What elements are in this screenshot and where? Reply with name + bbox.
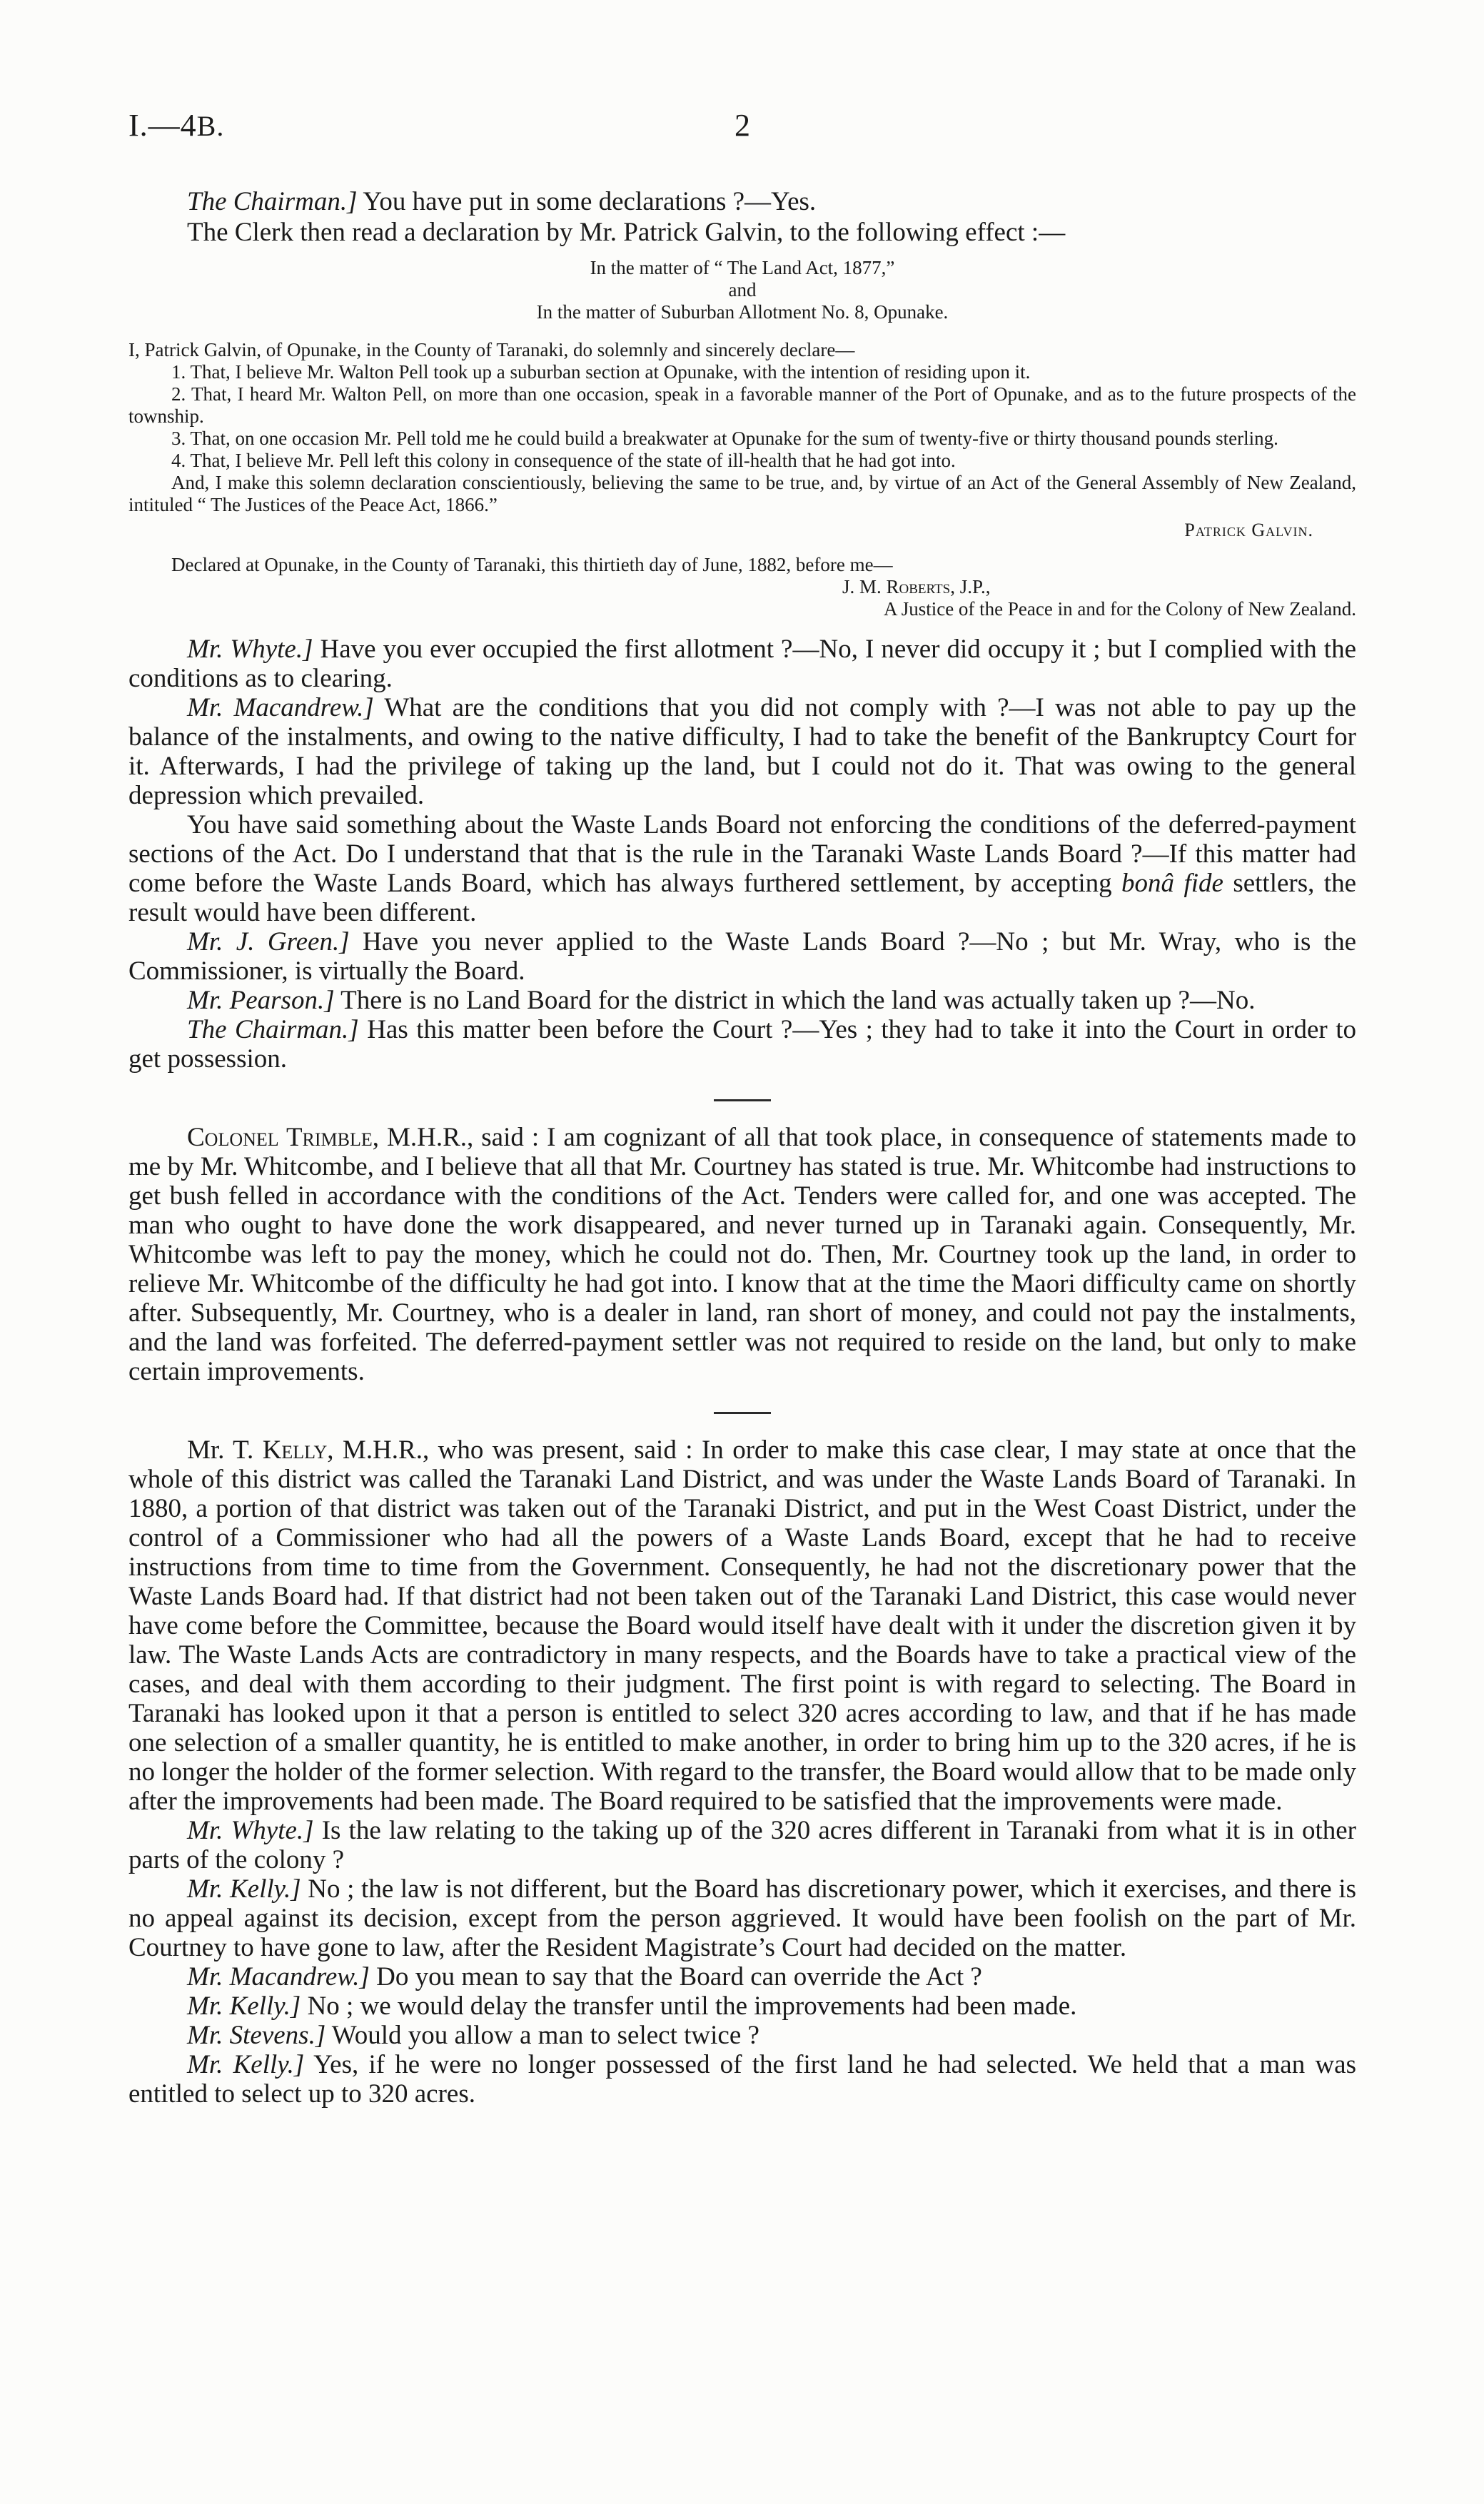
chairman-question: The Chairman.] You have put in some declarations ?—Yes.: [187, 187, 817, 216]
declaration-block: [128, 257, 1356, 620]
matter-heading: In the matter of “ The Land Act, 1877,” and In the matter of Suburban Allotment No. 8, Opunake.: [536, 257, 949, 323]
testimony-paragraph: Mr. Whyte.] Is the law relating to the taking up of the 320 acres different in Taranaki from what it is in other parts of the colony ?: [128, 1816, 1356, 1874]
testimony-paragraph: Mr. J. Green.] Have you never applied to the Waste Lands Board ?—No ; but Mr. Wray, who is the Commissioner, is virtually the Board.: [128, 927, 1356, 986]
speaker-label: Mr. Kelly.]: [187, 1991, 301, 2021]
testimony-paragraph: You have said something about the Waste Lands Board not enforcing the conditions of the deferred-payment sections of the Act. Do I understand that that is the rule in the Taranaki Waste Lands Board ?—If this matter had come before the Waste Lands Board, which has always furthered settlement, by accepting bonâ fide settlers, the result would have been different.: [128, 810, 1356, 927]
speaker-label: The Chairman.]: [187, 187, 358, 216]
speaker-label: Mr. Whyte.]: [187, 1816, 314, 1845]
speaker-label: Mr. J. Green.]: [187, 927, 350, 956]
clerk-intro: The Clerk then read a declaration by Mr. Patrick Galvin, to the following effect :—: [187, 218, 1066, 247]
speaker-label: The Chairman.]: [187, 1015, 359, 1044]
section-divider: [714, 1412, 771, 1414]
testimony-paragraph: Mr. Kelly.] No ; the law is not different, but the Board has discretionary power, which it exercises, and there is no appeal against its decision, except from the person aggrieved. It would have been foolish on the part of Mr. Courtney to have gone to law, after the Resident Magistrate’s Court had decided on the matter.: [128, 1874, 1356, 1962]
page-body: [128, 187, 1356, 2109]
testimony-paragraph: Mr. Macandrew.] What are the conditions that you did not comply with ?—I was not able to pay up the balance of the instalments, and owing to the native difficulty, I had to take the benefit of the Bankruptcy Court for it. Afterwards, I had the privilege of taking up the land, but I could not do it. That was owing to the general depression which prevailed.: [128, 693, 1356, 810]
declaration-intro: I, Patrick Galvin, of Opunake, in the County of Taranaki, do solemnly and sincerely declare—: [128, 339, 855, 360]
testimony-paragraph: Mr. Whyte.] Have you ever occupied the first allotment ?—No, I never did occupy it ; but I complied with the conditions as to clearing.: [128, 635, 1356, 693]
testimony-paragraph: Mr. Kelly.] Yes, if he were no longer possessed of the first land he had selected. We held that a man was entitled to select up to 320 acres.: [128, 2050, 1356, 2109]
declaration-item: 2. That, I heard Mr. Walton Pell, on more than one occasion, speak in a favorable manner of the Port of Opunake, and as to the future prospects of the township.: [128, 383, 1356, 427]
testimony-exchange-1: [128, 635, 1356, 1074]
testimony-paragraph: Mr. Pearson.] There is no Land Board for the district in which the land was actually taken up ?—No.: [187, 986, 1256, 1015]
speaker-label: Mr. Stevens.]: [187, 2021, 326, 2050]
testimony-paragraph: Mr. Stevens.] Would you allow a man to select twice ?: [187, 2021, 759, 2050]
testimony-paragraph: Mr. Macandrew.] Do you mean to say that the Board can override the Act ?: [187, 1962, 982, 1991]
speaker-label: Mr. Macandrew.]: [187, 693, 374, 722]
speaker-label: Mr. Kelly.]: [187, 1874, 301, 1904]
kelly-statement: Mr. T. Kelly, M.H.R., who was present, said : In order to make this case clear, I may state at once that the whole of this district was called the Taranaki Land District, and was under the Waste Lands Board of Taranaki. In 1880, a portion of that district was taken out of the Taranaki District, and put in the West Coast District, under the control of a Commissioner who had all the powers of a Waste Lands Board, except that he had to receive instructions from time to time from the Government. Consequently, he had not the discretionary power that the Waste Lands Board had. If that district had not been taken out of the Taranaki Land District, this case would never have come before the Committee, because the Board would itself have dealt with it under the discretion given it by law. The Waste Lands Acts are contradictory in many respects, and the Boards have to take a practical view of the cases, and deal with them according to their judgment. The first point is with regard to selecting. The Board in Taranaki has looked upon it that a person is entitled to select 320 acres according to law, and that if he has made one selection of a smaller quantity, he is entitled to make another, in order to bring him up to the 320 acres, if he is no longer the holder of the former selection. With regard to the transfer, the Board would allow that to be made only after the improvements had been made. The Board required to be satisfied that the improvements were made.: [128, 1435, 1356, 1816]
declaration-item: 3. That, on one occasion Mr. Pell told me he could build a breakwater at Opunake for the sum of twenty-five or thirty thousand pounds sterling.: [171, 428, 1278, 449]
justice-title: A Justice of the Peace in and for the Colony of New Zealand.: [883, 598, 1356, 620]
justice-name: J. M. Roberts, J.P.,: [842, 576, 991, 597]
page-number: 2: [735, 108, 750, 143]
declaration-item: 4. That, I believe Mr. Pell left this colony in consequence of the state of ill-health that he had got into.: [171, 450, 956, 471]
speaker-label: Mr. Whyte.]: [187, 635, 313, 664]
speaker-name: Kelly: [262, 1435, 328, 1465]
declaration-item: 1. That, I believe Mr. Walton Pell took up a suburban section at Opunake, with the intention of residing upon it.: [171, 361, 1031, 383]
declaration-closing: And, I make this solemn declaration conscientiously, believing the same to be true, and, by virtue of an Act of the General Assembly of New Zealand, intituled “ The Justices of the Peace Act, 1866.”: [128, 472, 1356, 515]
declared-at-line: Declared at Opunake, in the County of Taranaki, this thirtieth day of June, 1882, before me—: [171, 554, 893, 575]
speaker-label: Mr. Kelly.]: [187, 2050, 305, 2079]
declarant-signature: Patrick Galvin.: [1184, 520, 1313, 540]
section-divider: [714, 1099, 771, 1101]
trimble-statement: Colonel Trimble, M.H.R., said : I am cognizant of all that took place, in consequence of statements made to me by Mr. Whitcombe, and I believe that all that Mr. Courtney has stated is true. Mr. Whitcombe had instructions to get bush felled in accordance with the conditions of the Act. Tenders were called for, and one was accepted. The man who ought to have done the work disappeared, and never turned up in Taranaki again. Consequently, Mr. Whitcombe was left to pay the money, which he could not do. Then, Mr. Courtney took up the land, in order to relieve Mr. Whitcombe of the difficulty he had got into. I know that at the time the Maori difficulty came on shortly after. Subsequently, Mr. Courtney, who is a dealer in land, ran short of money, and could not pay the instalments, and the land was forfeited. The deferred-payment settler was not required to reside on the land, but only to make certain improvements.: [128, 1123, 1357, 1386]
speaker-label: Mr. Macandrew.]: [187, 1962, 370, 1991]
testimony-paragraph: Mr. Kelly.] No ; we would delay the transfer until the improvements had been made.: [187, 1991, 1077, 2021]
speaker-label: Mr. Pearson.]: [187, 986, 335, 1015]
speaker-name: Colonel Trimble: [187, 1123, 373, 1152]
testimony-paragraph: The Chairman.] Has this matter been before the Court ?—Yes ; they had to take it into the Court in order to get possession.: [128, 1015, 1356, 1074]
testimony-exchange-2: [128, 1816, 1356, 2109]
page-header: [128, 107, 1356, 157]
document-reference: I.—4B.: [128, 108, 225, 143]
